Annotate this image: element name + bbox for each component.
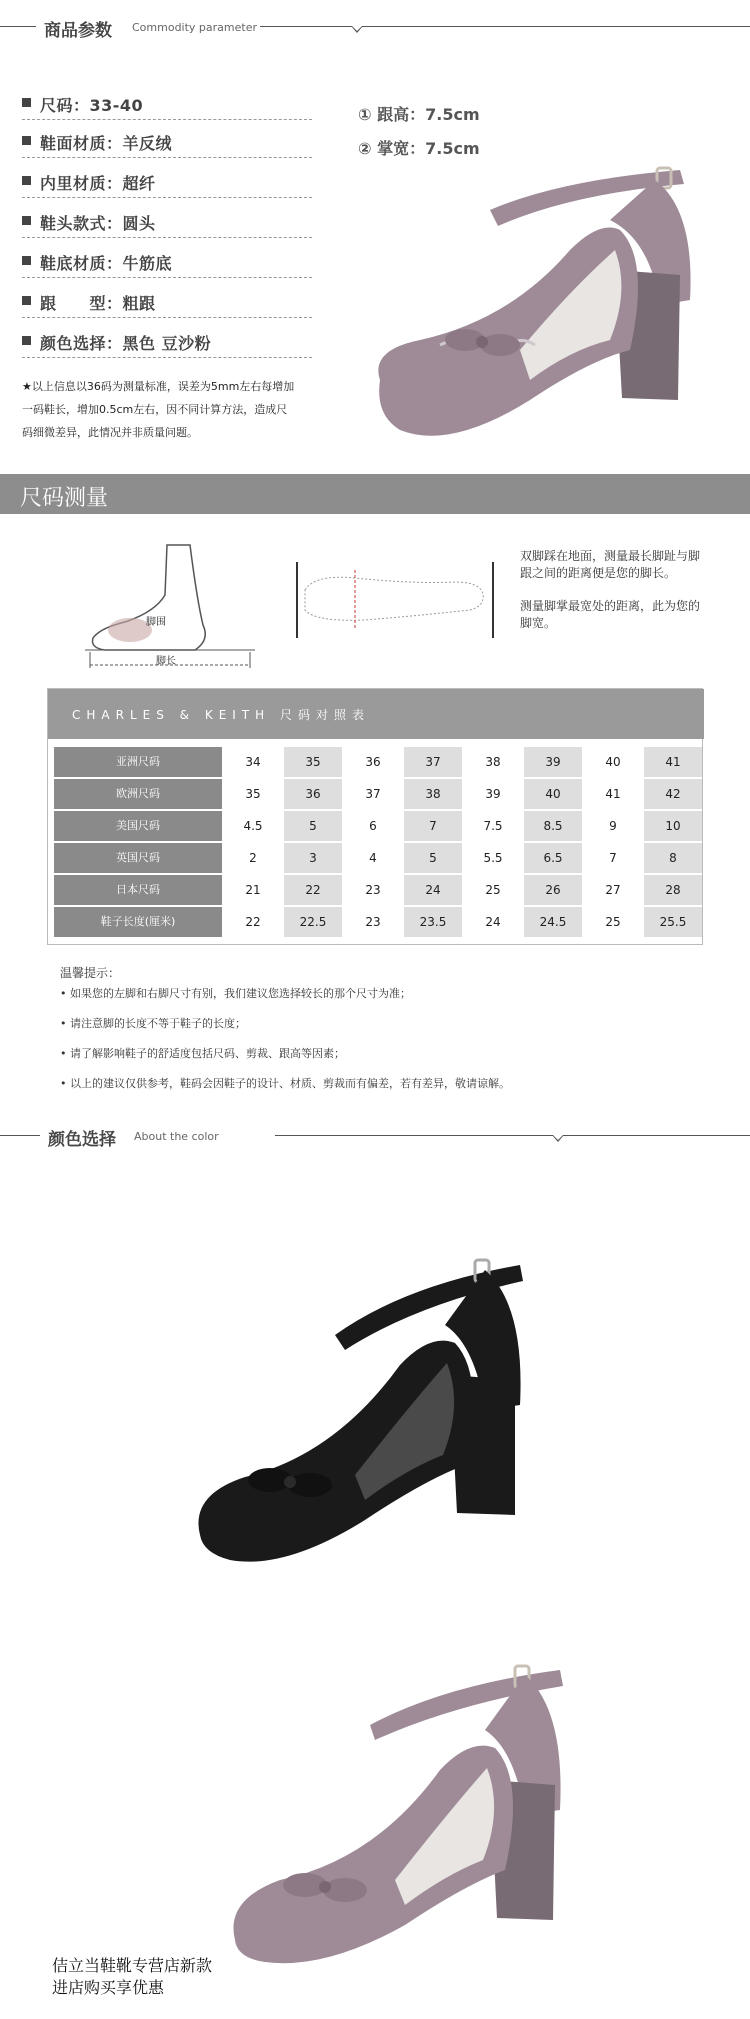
tip-item: • 如果您的左脚和右脚尺寸有别，我们建议您选择较长的那个尺寸为准；: [60, 987, 411, 1000]
params-title: 商品参数: [44, 21, 112, 41]
param-text: 尺码：33-40: [40, 96, 144, 115]
table-cell: 7: [609, 851, 617, 865]
heel-height-spec: ① 跟高：7.5cm: [358, 105, 480, 124]
bullet-square-icon: [22, 296, 31, 305]
table-cell: 28: [644, 875, 702, 905]
table-cell: 10: [644, 811, 702, 841]
table-row-label: 日本尺码: [54, 875, 222, 905]
header-line-left: [0, 26, 36, 27]
tip-item: • 以上的建议仅供参考，鞋码会因鞋子的设计、材质、剪裁而有偏差，若有差异，敬请谅解。: [60, 1077, 510, 1090]
tips-heading: 温馨提示：: [60, 966, 121, 980]
table-cell: 39: [485, 787, 501, 801]
table-cell: 7: [404, 811, 462, 841]
table-cell: 36: [365, 755, 381, 769]
table-cell: 5.5: [483, 851, 503, 865]
table-cell: 24.5: [524, 907, 582, 937]
table-cell: 22: [284, 875, 342, 905]
table-cell: 39: [524, 747, 582, 777]
table-cell: 42: [644, 779, 702, 809]
param-text: 跟 型：粗跟: [40, 294, 156, 313]
header-line-right: [275, 1135, 750, 1136]
table-cell: 6.5: [524, 843, 582, 873]
size-measure-banner: [0, 474, 750, 514]
palm-width-spec: ② 掌宽：7.5cm: [358, 139, 480, 158]
bullet-square-icon: [22, 256, 31, 265]
table-cell: 37: [404, 747, 462, 777]
table-cell: 21: [245, 883, 261, 897]
table-cell: 8.5: [524, 811, 582, 841]
size-chart-table: [47, 688, 703, 945]
table-cell: 23: [365, 883, 381, 897]
bullet-square-icon: [22, 176, 31, 185]
table-cell: 41: [644, 747, 702, 777]
bullet-square-icon: [22, 336, 31, 345]
table-row-label: 亚洲尺码: [54, 747, 222, 777]
param-text: 鞋底材质：牛筋底: [40, 254, 173, 273]
table-cell: 7.5: [483, 819, 503, 833]
size-chart-title: CHARLES & KEITH 尺码对照表: [72, 708, 370, 722]
params-subtitle: Commodity parameter: [132, 21, 258, 34]
param-row-sole: [22, 244, 312, 278]
pink-shoe-image: [360, 150, 720, 450]
tip-item: • 请了解影响鞋子的舒适度包括尺码、剪裁、跟高等因素；: [60, 1047, 345, 1060]
color-title: 颜色选择: [48, 1130, 116, 1150]
table-cell: 40: [524, 779, 582, 809]
tip-item: • 请注意脚的长度不等于鞋子的长度；: [60, 1017, 246, 1030]
table-row-label: 鞋子长度(厘米): [54, 907, 222, 937]
table-cell: 27: [605, 883, 621, 897]
table-cell: 8: [644, 843, 702, 873]
table-cell: 26: [524, 875, 582, 905]
black-shoe-image: [185, 1245, 545, 1575]
param-row-upper: [22, 124, 312, 158]
color-section-header: [0, 1121, 750, 1151]
table-cell: 25: [485, 883, 501, 897]
measure-length-text: 双脚踩在地面，测量最长脚趾与脚 跟之间的距离便是您的脚长。: [520, 549, 701, 580]
table-cell: 3: [284, 843, 342, 873]
table-cell: 23.5: [404, 907, 462, 937]
foot-length-label: 脚长: [156, 656, 176, 667]
foot-side-diagram: [85, 540, 255, 670]
header-line-left: [0, 1135, 40, 1136]
param-row-lining: [22, 164, 312, 198]
banner-title: 尺码测量: [20, 486, 109, 511]
table-row-label: 欧洲尺码: [54, 779, 222, 809]
table-cell: 5: [404, 843, 462, 873]
promo-line-2: 进店购买享优惠: [52, 1978, 165, 1997]
measurement-note: ★以上信息以36码为测量标准，误差为5mm左右每增加 一码鞋长，增加0.5cm左右，因不同计算方法，造成尺 码细微差异，此情况并非质量问题。: [22, 380, 295, 439]
table-cell: 22: [245, 915, 261, 929]
table-cell: 37: [365, 787, 381, 801]
param-text: 内里材质：超纤: [40, 174, 156, 193]
param-text: 颜色选择：黑色 豆沙粉: [40, 334, 212, 353]
table-row-label: 美国尺码: [54, 811, 222, 841]
table-cell: 38: [485, 755, 501, 769]
bullet-square-icon: [22, 98, 31, 107]
table-cell: 9: [609, 819, 617, 833]
bullet-square-icon: [22, 216, 31, 225]
param-row-heel: [22, 284, 312, 318]
table-cell: 24: [404, 875, 462, 905]
table-cell: 22.5: [284, 907, 342, 937]
bullet-square-icon: [22, 136, 31, 145]
promo-line-1: 佶立当鞋靴专营店新款: [52, 1956, 213, 1975]
table-cell: 36: [284, 779, 342, 809]
store-promo-text: [52, 1955, 212, 1999]
foot-girth-label: 脚围: [146, 617, 166, 628]
table-cell: 25.5: [644, 907, 702, 937]
param-text: 鞋头款式：圆头: [40, 214, 156, 233]
table-cell: 35: [284, 747, 342, 777]
table-row-label: 英国尺码: [54, 843, 222, 873]
table-cell: 6: [369, 819, 377, 833]
table-cell: 35: [245, 787, 261, 801]
param-text: 鞋面材质：羊反绒: [40, 134, 173, 153]
table-cell: 2: [249, 851, 257, 865]
table-cell: 24: [485, 915, 501, 929]
param-row-size: [22, 86, 312, 120]
table-cell: 40: [605, 755, 621, 769]
table-cell: 4.5: [243, 819, 263, 833]
header-line-right: [260, 26, 750, 27]
params-section-header: [0, 12, 750, 42]
color-subtitle: About the color: [134, 1130, 219, 1143]
param-row-toe: [22, 204, 312, 238]
table-cell: 38: [404, 779, 462, 809]
table-cell: 34: [245, 755, 261, 769]
size-chart-header: [48, 689, 704, 739]
param-row-color: [22, 324, 312, 358]
foot-top-diagram: [295, 560, 495, 640]
table-cell: 5: [284, 811, 342, 841]
table-cell: 23: [365, 915, 381, 929]
table-cell: 41: [605, 787, 621, 801]
pink-shoe-bottom-image: [225, 1640, 585, 1970]
measure-width-text: 测量脚掌最宽处的距离，此为您的 脚宽。: [520, 599, 701, 630]
table-cell: 4: [369, 851, 377, 865]
table-cell: 25: [605, 915, 621, 929]
